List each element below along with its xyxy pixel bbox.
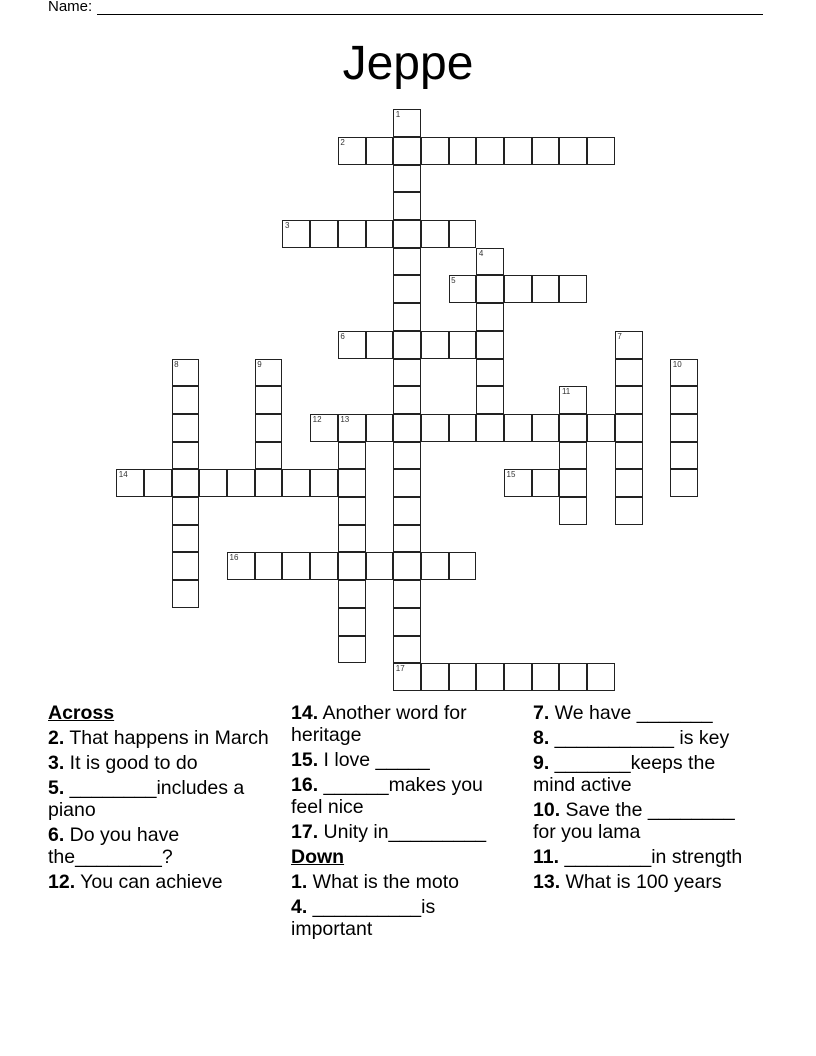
grid-cell[interactable] xyxy=(504,469,532,497)
grid-cell[interactable] xyxy=(559,414,587,442)
name-label: Name: xyxy=(48,0,93,15)
grid-cell[interactable] xyxy=(393,275,421,303)
clues-column-1 xyxy=(48,702,278,896)
grid-cell[interactable] xyxy=(476,414,504,442)
grid-cell[interactable] xyxy=(393,525,421,553)
grid-cell[interactable] xyxy=(366,414,394,442)
grid-cell[interactable] xyxy=(393,137,421,165)
clue-text: What is 100 years xyxy=(560,871,722,893)
grid-cell[interactable] xyxy=(393,303,421,331)
clue-across-17 xyxy=(291,821,516,843)
grid-cell[interactable] xyxy=(255,442,283,470)
grid-cell[interactable] xyxy=(310,552,338,580)
clue-number: 13. xyxy=(533,871,561,893)
grid-cell[interactable] xyxy=(172,580,200,608)
clue-across-6 xyxy=(48,824,278,868)
grid-cell[interactable] xyxy=(255,552,283,580)
cell-number: 5 xyxy=(451,276,456,286)
grid-cell[interactable] xyxy=(504,137,532,165)
grid-cell[interactable] xyxy=(144,469,172,497)
grid-cell[interactable] xyxy=(421,552,449,580)
clue-text: It is good to do xyxy=(64,752,198,774)
grid-cell[interactable] xyxy=(449,275,477,303)
grid-cell[interactable] xyxy=(393,192,421,220)
clue-text: You can achieve xyxy=(75,871,223,893)
grid-cell[interactable] xyxy=(532,137,560,165)
grid-cell[interactable] xyxy=(255,359,283,387)
grid-cell[interactable] xyxy=(366,220,394,248)
grid-cell[interactable] xyxy=(615,469,643,497)
grid-cell[interactable] xyxy=(255,469,283,497)
cell-number: 1 xyxy=(395,110,401,120)
grid-cell[interactable] xyxy=(476,663,504,691)
clues-column-3 xyxy=(533,702,758,896)
clue-down-8 xyxy=(533,727,758,749)
grid-cell[interactable] xyxy=(338,469,366,497)
name-blank-line xyxy=(97,0,763,15)
grid-cell[interactable] xyxy=(338,414,366,442)
clue-number: 14. xyxy=(291,702,319,724)
grid-cell[interactable] xyxy=(393,469,421,497)
grid-cell[interactable] xyxy=(393,109,421,137)
clue-across-3 xyxy=(48,752,278,774)
grid-cell[interactable] xyxy=(393,386,421,414)
grid-cell[interactable] xyxy=(116,469,144,497)
clue-number: 4. xyxy=(291,896,308,918)
cell-number: 4 xyxy=(478,248,484,258)
clue-down-7 xyxy=(533,702,758,724)
grid-cell[interactable] xyxy=(172,469,200,497)
grid-cell[interactable] xyxy=(255,414,283,442)
grid-cell[interactable] xyxy=(587,137,615,165)
grid-cell[interactable] xyxy=(559,663,587,691)
clue-text: What is the moto xyxy=(307,871,459,893)
clue-across-2 xyxy=(48,727,278,749)
clue-across-16 xyxy=(291,774,516,818)
grid-cell[interactable] xyxy=(172,497,200,525)
grid-cell[interactable] xyxy=(449,331,477,359)
clue-number: 3. xyxy=(48,752,65,774)
clue-text: ________includes a piano xyxy=(48,777,245,821)
clue-number: 10. xyxy=(533,799,561,821)
grid-cell[interactable] xyxy=(172,386,200,414)
clue-text: I love _____ xyxy=(318,749,430,771)
across-heading: Across xyxy=(48,702,115,724)
cell-number: 6 xyxy=(340,331,345,341)
cell-number: 10 xyxy=(672,359,682,369)
grid-cell[interactable] xyxy=(393,331,421,359)
cell-number: 3 xyxy=(284,221,290,231)
grid-cell[interactable] xyxy=(615,414,643,442)
grid-cell[interactable] xyxy=(615,386,643,414)
grid-cell[interactable] xyxy=(393,552,421,580)
grid-cell[interactable] xyxy=(421,137,449,165)
cell-number: 14 xyxy=(118,470,128,480)
crossword-grid xyxy=(117,110,699,693)
cell-number: 11 xyxy=(561,387,571,397)
clue-across-14 xyxy=(291,702,516,746)
grid-cell[interactable] xyxy=(172,359,200,387)
grid-cell[interactable] xyxy=(587,663,615,691)
grid-cell[interactable] xyxy=(559,442,587,470)
clue-down-1 xyxy=(291,871,516,893)
grid-cell[interactable] xyxy=(449,137,477,165)
grid-cell[interactable] xyxy=(587,414,615,442)
grid-cell[interactable] xyxy=(338,608,366,636)
clue-text: Save the ________ for you lama xyxy=(533,799,735,843)
grid-cell[interactable] xyxy=(172,442,200,470)
grid-cell[interactable] xyxy=(532,469,560,497)
clue-text: That happens in March xyxy=(64,727,269,749)
grid-cell[interactable] xyxy=(310,469,338,497)
grid-cell[interactable] xyxy=(476,303,504,331)
grid-cell[interactable] xyxy=(282,220,310,248)
grid-cell[interactable] xyxy=(421,414,449,442)
grid-cell[interactable] xyxy=(282,469,310,497)
grid-cell[interactable] xyxy=(615,359,643,387)
clue-down-4 xyxy=(291,896,516,940)
grid-cell[interactable] xyxy=(310,414,338,442)
grid-cell[interactable] xyxy=(476,248,504,276)
cell-number: 9 xyxy=(257,359,262,369)
grid-cell[interactable] xyxy=(615,442,643,470)
clue-number: 15. xyxy=(291,749,319,771)
grid-cell[interactable] xyxy=(670,442,698,470)
grid-cell[interactable] xyxy=(559,137,587,165)
cell-number: 12 xyxy=(312,414,322,424)
grid-cell[interactable] xyxy=(504,663,532,691)
clue-text: ________in strength xyxy=(559,846,743,868)
down-heading: Down xyxy=(291,846,345,868)
grid-cell[interactable] xyxy=(449,220,477,248)
grid-cell[interactable] xyxy=(532,275,560,303)
grid-cell[interactable] xyxy=(172,414,200,442)
grid-cell[interactable] xyxy=(338,331,366,359)
grid-cell[interactable] xyxy=(504,414,532,442)
grid-cell[interactable] xyxy=(670,359,698,387)
grid-cell[interactable] xyxy=(366,552,394,580)
clue-number: 16. xyxy=(291,774,319,796)
grid-cell[interactable] xyxy=(476,275,504,303)
grid-cell[interactable] xyxy=(338,552,366,580)
grid-cell[interactable] xyxy=(559,275,587,303)
grid-cell[interactable] xyxy=(449,552,477,580)
grid-cell[interactable] xyxy=(227,552,255,580)
grid-cell[interactable] xyxy=(172,552,200,580)
clue-across-15 xyxy=(291,749,516,771)
clue-text: Another word for heritage xyxy=(291,702,467,746)
clue-number: 11. xyxy=(533,846,560,868)
grid-cell[interactable] xyxy=(670,386,698,414)
grid-cell[interactable] xyxy=(476,137,504,165)
grid-cell[interactable] xyxy=(338,497,366,525)
grid-cell[interactable] xyxy=(393,497,421,525)
grid-cell[interactable] xyxy=(476,331,504,359)
clue-down-13 xyxy=(533,871,758,893)
cell-number: 16 xyxy=(229,553,239,563)
grid-cell[interactable] xyxy=(449,414,477,442)
name-field xyxy=(48,0,763,15)
clue-number: 12. xyxy=(48,871,76,893)
grid-cell[interactable] xyxy=(670,414,698,442)
clue-number: 7. xyxy=(533,702,550,724)
grid-cell[interactable] xyxy=(421,220,449,248)
cell-number: 2 xyxy=(340,137,345,147)
grid-cell[interactable] xyxy=(393,442,421,470)
grid-cell[interactable] xyxy=(310,220,338,248)
grid-cell[interactable] xyxy=(559,386,587,414)
grid-cell[interactable] xyxy=(559,497,587,525)
grid-cell[interactable] xyxy=(393,580,421,608)
grid-cell[interactable] xyxy=(670,469,698,497)
clue-text: Unity in_________ xyxy=(318,821,487,843)
clue-text: _______keeps the mind active xyxy=(533,752,716,796)
grid-cell[interactable] xyxy=(199,469,227,497)
grid-cell[interactable] xyxy=(421,331,449,359)
grid-cell[interactable] xyxy=(393,414,421,442)
grid-cell[interactable] xyxy=(393,220,421,248)
grid-cell[interactable] xyxy=(449,663,477,691)
clue-across-12 xyxy=(48,871,278,893)
clue-text: ___________ is key xyxy=(549,727,730,749)
grid-cell[interactable] xyxy=(338,220,366,248)
grid-cell[interactable] xyxy=(172,525,200,553)
grid-cell[interactable] xyxy=(393,608,421,636)
grid-cell[interactable] xyxy=(559,469,587,497)
cell-number: 17 xyxy=(395,664,405,674)
grid-cell[interactable] xyxy=(476,359,504,387)
clue-across-5 xyxy=(48,777,278,821)
clues-column-2 xyxy=(291,702,516,943)
clue-text: We have _______ xyxy=(549,702,713,724)
grid-cell[interactable] xyxy=(393,248,421,276)
grid-cell[interactable] xyxy=(282,552,310,580)
clue-text: Do you have the________? xyxy=(48,824,180,868)
cell-number: 15 xyxy=(506,470,516,480)
grid-cell[interactable] xyxy=(338,580,366,608)
grid-cell[interactable] xyxy=(393,663,421,691)
clue-down-9 xyxy=(533,752,758,796)
clue-number: 5. xyxy=(48,777,65,799)
grid-cell[interactable] xyxy=(393,636,421,664)
grid-cell[interactable] xyxy=(421,663,449,691)
clue-number: 2. xyxy=(48,727,65,749)
cell-number: 7 xyxy=(617,331,622,341)
puzzle-title: Jeppe xyxy=(342,37,474,90)
grid-cell[interactable] xyxy=(338,442,366,470)
grid-cell[interactable] xyxy=(532,414,560,442)
clue-number: 1. xyxy=(291,871,308,893)
grid-cell[interactable] xyxy=(227,469,255,497)
clue-number: 8. xyxy=(533,727,550,749)
grid-cell[interactable] xyxy=(504,275,532,303)
cell-number: 13 xyxy=(340,414,350,424)
grid-cell[interactable] xyxy=(255,386,283,414)
grid-cell[interactable] xyxy=(615,331,643,359)
grid-cell[interactable] xyxy=(532,663,560,691)
clue-down-11 xyxy=(533,846,758,868)
grid-cell[interactable] xyxy=(393,165,421,193)
clue-number: 9. xyxy=(533,752,550,774)
clue-number: 6. xyxy=(48,824,65,846)
grid-cell[interactable] xyxy=(393,359,421,387)
grid-cell[interactable] xyxy=(476,386,504,414)
clue-text: __________is important xyxy=(291,896,436,940)
grid-cell[interactable] xyxy=(338,636,366,664)
grid-cell[interactable] xyxy=(615,497,643,525)
clue-down-10 xyxy=(533,799,758,843)
grid-cell[interactable] xyxy=(338,525,366,553)
clue-text: ______makes you feel nice xyxy=(291,774,483,818)
clue-number: 17. xyxy=(291,821,319,843)
grid-cell[interactable] xyxy=(366,331,394,359)
grid-cell[interactable] xyxy=(366,137,394,165)
grid-cell[interactable] xyxy=(338,137,366,165)
cell-number: 8 xyxy=(174,359,179,369)
